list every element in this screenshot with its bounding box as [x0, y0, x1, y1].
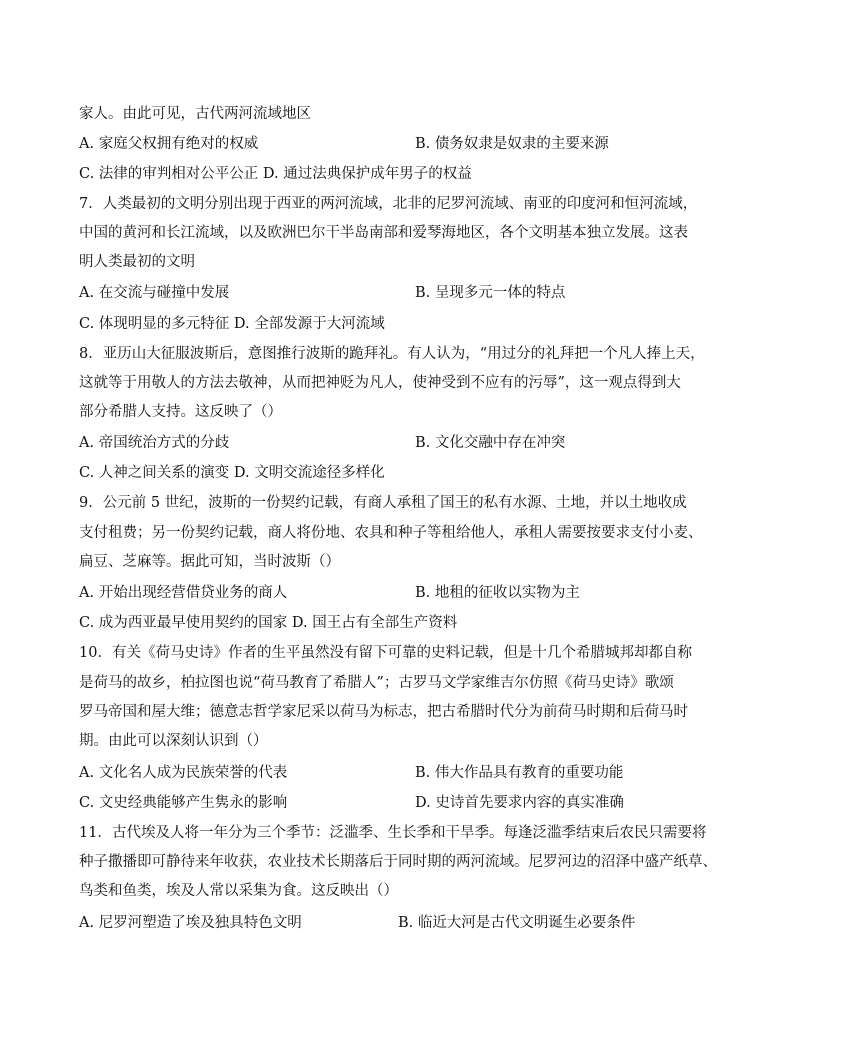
question-7-option-c-d: C. 体现明显的多元特征 D. 全部发源于大河流域 — [79, 316, 385, 332]
question-8-line-3: 部分希腊人支持。这反映了（） — [79, 404, 282, 420]
question-7-line-2: 中国的黄河和长江流域，以及欧洲巴尔干半岛南部和爱琴海地区，各个文明基本独立发展。这表 — [79, 225, 688, 241]
question-7-line-1: 7．人类最初的文明分别出现于西亚的两河流域，北非的尼罗河流域、南亚的印度河和恒河流域， — [79, 196, 698, 212]
question-10-line-2: 是荷马的故乡，柏拉图也说“荷马教育了希腊人”；古罗马文学家维吉尔仿照《荷马史诗》歌颂 — [79, 675, 674, 691]
question-8-line-2: 这就等于用敬人的方法去敬神，从而把神贬为凡人，使神受到不应有的污辱”，这一观点得到大 — [79, 375, 681, 391]
question-10-option-a: A. 文化名人成为民族荣誉的代表 — [79, 765, 288, 781]
question-8-line-1: 8．亚历山大征服波斯后，意图推行波斯的跪拜礼。有人认为，“用过分的礼拜把一个凡人捧上天， — [79, 346, 705, 362]
question-9-option-a: A. 开始出现经营借贷业务的商人 — [79, 585, 288, 601]
question-9-line-3: 扁豆、芝麻等。据此可知，当时波斯（） — [79, 554, 340, 570]
question-11-line-2: 种子撒播即可静待来年收获，农业技术长期落后于同时期的两河流域。尼罗河边的沼泽中盛产纸草、 — [79, 854, 717, 870]
option-b: B. 债务奴隶是奴隶的主要来源 — [415, 136, 609, 152]
question-9-line-2: 支付租费；另一份契约记载，商人将份地、农具和种子等租给他人，承租人需要按要求支付小麦、 — [79, 525, 703, 541]
text-line-1: 家人。由此可见，古代两河流域地区 — [79, 106, 311, 122]
question-11-option-a: A. 尼罗河塑造了埃及独具特色文明 — [79, 915, 302, 931]
question-9-option-c-d: C. 成为西亚最早使用契约的国家 D. 国王占有全部生产资料 — [79, 615, 458, 631]
question-8-option-a: A. 帝国统治方式的分歧 — [79, 435, 230, 451]
question-9-option-b: B. 地租的征收以实物为主 — [415, 585, 580, 601]
question-11-option-b: B. 临近大河是古代文明诞生必要条件 — [398, 915, 636, 931]
option-c-d: C. 法律的审判相对公平公正 D. 通过法典保护成年男子的权益 — [79, 166, 472, 182]
question-8-option-b: B. 文化交融中存在冲突 — [415, 435, 566, 451]
question-10-option-b: B. 伟大作品具有教育的重要功能 — [415, 765, 624, 781]
question-10-option-c: C. 文史经典能够产生隽永的影响 — [79, 795, 288, 811]
question-10-line-3: 罗马帝国和屋大维；德意志哲学家尼采以荷马为标志，把古希腊时代分为前荷马时期和后荷马时 — [79, 704, 688, 720]
question-11-line-1: 11．古代埃及人将一年分为三个季节：泛滥季、生长季和干旱季。每逢泛滥季结束后农民只需要将 — [79, 825, 707, 841]
question-11-line-3: 鸟类和鱼类，埃及人常以采集为食。这反映出（） — [79, 883, 398, 899]
question-9-line-1: 9．公元前 5 世纪，波斯的一份契约记载，有商人承租了国王的私有水源、土地，并以土地收成 — [79, 495, 687, 511]
question-7-option-b: B. 呈现多元一体的特点 — [415, 285, 566, 301]
question-10-option-d: D. 史诗首先要求内容的真实准确 — [415, 795, 624, 811]
option-a: A. 家庭父权拥有绝对的权威 — [79, 136, 259, 152]
question-10-line-1: 10．有关《荷马史诗》作者的生平虽然没有留下可靠的史料记载，但是十几个希腊城邦却都自称 — [79, 645, 692, 661]
question-7-line-3: 明人类最初的文明 — [79, 254, 195, 270]
question-8-option-c-d: C. 人神之间关系的演变 D. 文明交流途径多样化 — [79, 465, 385, 481]
question-7-option-a: A. 在交流与碰撞中发展 — [79, 285, 230, 301]
question-10-line-4: 期。由此可以深刻认识到（） — [79, 733, 268, 749]
